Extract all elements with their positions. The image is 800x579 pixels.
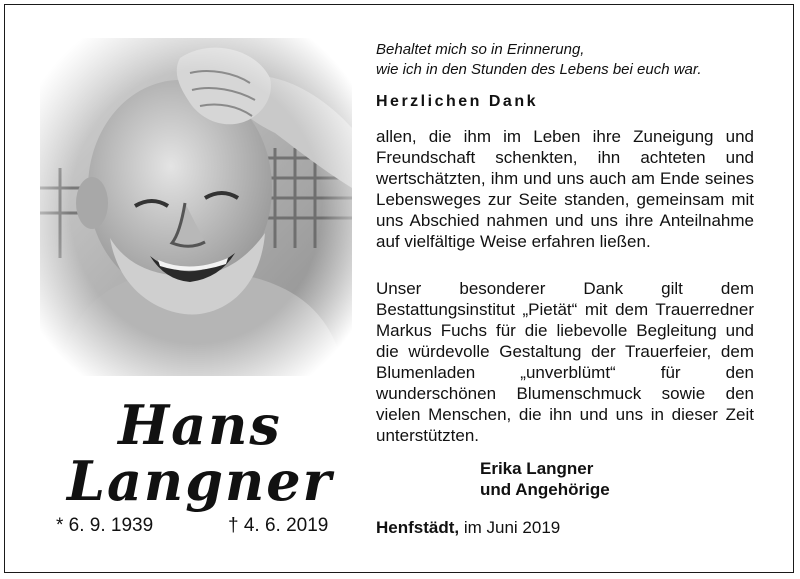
thanks-heading: Herzlichen Dank — [376, 93, 538, 110]
birth-date: * 6. 9. 1939 — [56, 515, 154, 536]
motto-line-2: wie ich in den Stunden des Lebens bei euch war. — [376, 61, 702, 78]
portrait-photo — [40, 38, 352, 376]
place-town: Henfstädt, — [376, 518, 460, 537]
motto-line-1: Behaltet mich so in Erinnerung, — [376, 41, 585, 58]
motto — [376, 40, 754, 80]
signature-family: und Angehörige — [480, 480, 610, 499]
death-date: † 4. 6. 2019 — [228, 515, 329, 536]
place-date — [376, 518, 560, 538]
place-month: im Juni 2019 — [459, 518, 561, 537]
thanks-paragraph-2: Unser besonderer Dank gilt dem Bestattungsinstitut „Pietät“ mit dem Trauerredner Markus Fuchs für die liebevolle Begleitung und die würdevolle Gestaltung der Trauerfeier, dem Blumenladen „unverblümt“ für den wunderschönen Blumenschmuck sowie den vielen Menschen, die ihn und uns in dieser Zeit unterstützten. — [376, 279, 754, 445]
deceased-last-name: Langner — [66, 449, 334, 513]
thanks-paragraph-1: allen, die ihm im Leben ihre Zuneigung und Freundschaft schenkten, ihn achteten und wertschätzten, ihm und uns auch am Ende seines Lebensweges zur Seite standen, gemeinsam mit uns Abschied nahmen und uns ihre Anteilnahme auf vielfältige Weise erfahren ließen. — [376, 127, 754, 251]
deceased-first-name: Hans — [118, 393, 282, 457]
signature-name: Erika Langner — [480, 459, 594, 478]
